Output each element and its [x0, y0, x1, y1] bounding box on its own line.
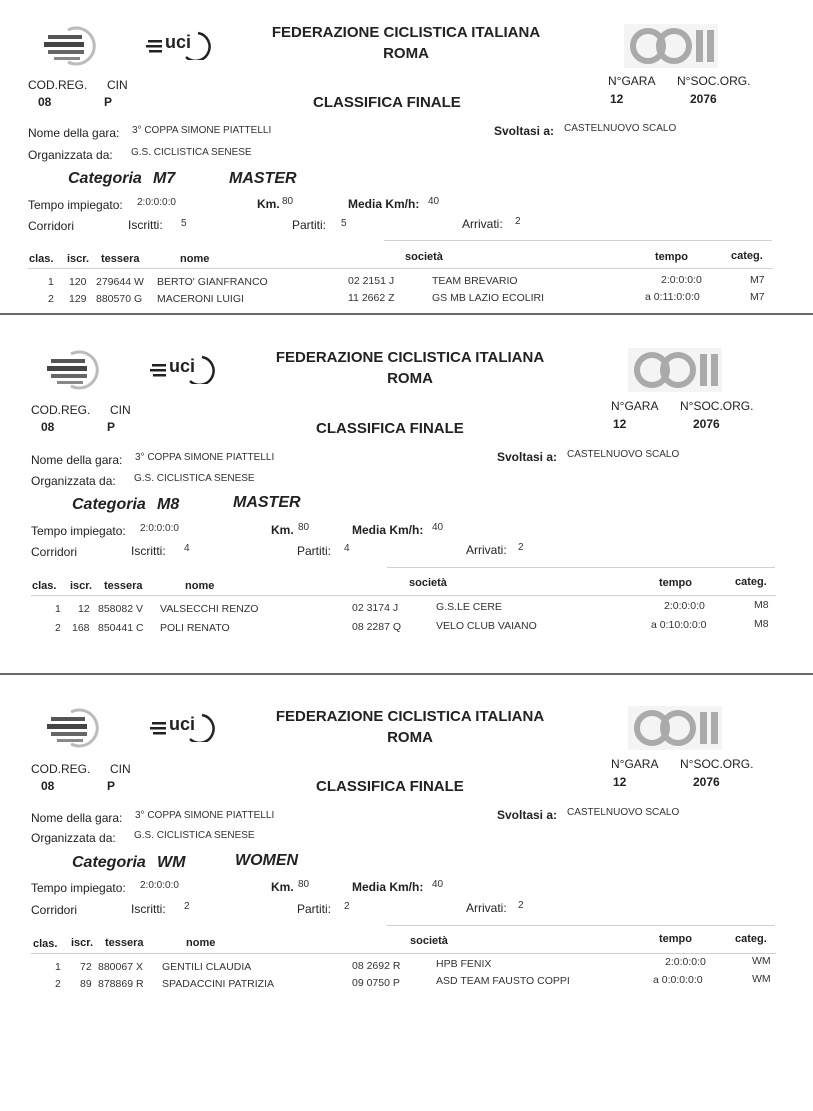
row-categ: M8	[754, 618, 769, 630]
partiti-value: 4	[344, 543, 350, 554]
fci-logo-icon	[45, 350, 105, 390]
col-categ: categ.	[735, 576, 767, 588]
uci-logo	[150, 354, 220, 389]
row-nome: POLI RENATO	[160, 622, 230, 634]
row-tessera: 850441 C	[98, 622, 144, 634]
soc-value: 2076	[693, 417, 720, 431]
cin-label: CIN	[110, 403, 131, 417]
soc-label: N°SOC.ORG.	[680, 399, 754, 413]
gara-value: 12	[613, 417, 627, 431]
col-societa: società	[410, 935, 448, 947]
categoria-code: M7	[153, 170, 176, 187]
soc-label: N°SOC.ORG.	[677, 74, 751, 88]
row-soc-code: 08 2692 R	[352, 960, 401, 972]
tempo-value: 2:0:0:0:0	[137, 197, 176, 208]
partiti-value: 5	[341, 218, 347, 229]
organizzata-label: Organizzata da:	[31, 474, 116, 488]
col-tessera: tessera	[104, 580, 143, 592]
svoltasi-label: Svoltasi a:	[497, 450, 558, 464]
result-sheet-wm	[0, 684, 813, 1014]
cin-label: CIN	[110, 762, 131, 776]
row-nome: SPADACCINI PATRIZIA	[162, 978, 275, 990]
fci-logo-icon	[45, 708, 105, 748]
media-label: Media Km/h:	[352, 880, 424, 894]
col-clas: clas.	[29, 253, 54, 265]
gara-label: N°GARA	[611, 399, 659, 413]
nome-gara-label: Nome della gara:	[31, 453, 123, 467]
fci-logo-icon	[42, 26, 102, 66]
categoria-label: Categoria	[72, 854, 146, 871]
iscritti-label: Iscritti:	[128, 218, 163, 232]
categoria-label: Categoria	[68, 170, 142, 187]
svoltasi-label: Svoltasi a:	[497, 808, 558, 822]
uci-logo	[150, 712, 220, 747]
soc-label: N°SOC.ORG.	[680, 757, 754, 771]
table-rule	[28, 268, 773, 269]
row-tempo: 2:0:0:0:0	[665, 956, 706, 968]
uci-logo-text: uci	[169, 714, 196, 734]
cod-reg-value: 08	[38, 95, 52, 109]
arrivati-label: Arrivati:	[466, 543, 507, 557]
organizzata-value: G.S. CICLISTICA SENESE	[134, 830, 255, 841]
km-value: 80	[298, 522, 310, 533]
row-societa: TEAM BREVARIO	[432, 275, 518, 287]
col-tempo: tempo	[659, 577, 692, 589]
gara-label: N°GARA	[608, 74, 656, 88]
nome-gara-value: 3° COPPA SIMONE PIATTELLI	[135, 452, 275, 463]
arrivati-label: Arrivati:	[462, 217, 503, 231]
classifica-title: CLASSIFICA FINALE	[313, 94, 461, 111]
col-iscr: iscr.	[71, 937, 94, 949]
row-tessera: 279644 W	[96, 276, 144, 288]
row-iscr: 129	[69, 293, 87, 305]
col-tempo: tempo	[655, 251, 688, 263]
col-clas: clas.	[32, 580, 57, 592]
classifica-title: CLASSIFICA FINALE	[316, 420, 464, 437]
city-title: ROMA	[387, 370, 433, 387]
row-clas: 2	[55, 978, 61, 990]
section-divider	[0, 673, 813, 675]
row-clas: 2	[48, 293, 54, 305]
organizzata-label: Organizzata da:	[31, 831, 116, 845]
row-tessera: 880067 X	[98, 961, 143, 973]
cod-reg-label: COD.REG.	[31, 762, 91, 776]
coni-logo-icon	[628, 348, 722, 392]
classifica-title: CLASSIFICA FINALE	[316, 778, 464, 795]
row-societa: HPB FENIX	[436, 958, 492, 970]
row-iscr: 168	[72, 622, 90, 634]
cin-value: P	[107, 779, 116, 793]
categoria-name: MASTER	[233, 494, 301, 511]
row-categ: M7	[750, 274, 765, 286]
row-soc-code: 02 3174 J	[352, 602, 399, 614]
city-title: ROMA	[387, 729, 433, 746]
cod-reg-label: COD.REG.	[28, 78, 88, 92]
km-label: Km.	[257, 197, 280, 211]
row-tessera: 880570 G	[96, 293, 143, 305]
km-label: Km.	[271, 523, 294, 537]
row-clas: 1	[48, 276, 54, 288]
media-value: 40	[432, 879, 444, 890]
row-tempo: a 0:10:0:0:0	[651, 619, 707, 631]
media-label: Media Km/h:	[348, 197, 420, 211]
row-societa: GS MB LAZIO ECOLIRI	[432, 292, 545, 304]
row-clas: 1	[55, 603, 61, 615]
row-soc-code: 11 2662 Z	[348, 292, 395, 304]
organizzata-value: G.S. CICLISTICA SENESE	[134, 473, 255, 484]
header-rule	[387, 925, 775, 926]
row-soc-code: 09 0750 P	[352, 977, 400, 989]
federation-title: FEDERAZIONE CICLISTICA ITALIANA	[275, 708, 545, 725]
cod-reg-value: 08	[41, 420, 55, 434]
row-tessera: 878869 R	[98, 978, 144, 990]
corridori-label: Corridori	[31, 545, 78, 559]
col-nome: nome	[186, 937, 216, 949]
result-sheet-m8	[0, 326, 813, 656]
partiti-label: Partiti:	[297, 902, 332, 916]
col-tempo: tempo	[659, 933, 692, 945]
partiti-label: Partiti:	[292, 218, 327, 232]
soc-value: 2076	[690, 92, 717, 106]
gara-value: 12	[613, 775, 627, 789]
corridori-label: Corridori	[31, 903, 78, 917]
iscritti-value: 2	[184, 901, 190, 912]
col-categ: categ.	[731, 250, 763, 262]
federation-title: FEDERAZIONE CICLISTICA ITALIANA	[271, 24, 541, 41]
col-nome: nome	[185, 580, 215, 592]
table-rule	[31, 595, 776, 596]
categoria-code: WM	[157, 854, 186, 871]
row-nome: BERTO' GIANFRANCO	[157, 276, 268, 288]
corridori-label: Corridori	[28, 219, 75, 233]
row-categ: M8	[754, 599, 769, 611]
section-divider	[0, 313, 813, 315]
partiti-label: Partiti:	[297, 544, 332, 558]
row-societa: G.S.LE CERE	[436, 601, 502, 613]
iscritti-label: Iscritti:	[131, 902, 166, 916]
header-rule	[384, 240, 772, 241]
col-categ: categ.	[735, 933, 767, 945]
partiti-value: 2	[344, 901, 350, 912]
organizzata-value: G.S. CICLISTICA SENESE	[131, 147, 252, 158]
gara-value: 12	[610, 92, 624, 106]
col-nome: nome	[180, 253, 210, 265]
row-nome: MACERONI LUIGI	[157, 293, 244, 305]
coni-logo-icon	[628, 706, 722, 750]
row-soc-code: 08 2287 Q	[352, 621, 402, 633]
row-clas: 1	[55, 961, 61, 973]
arrivati-value: 2	[518, 542, 524, 553]
km-value: 80	[298, 879, 310, 890]
row-iscr: 72	[80, 961, 92, 973]
cod-reg-label: COD.REG.	[31, 403, 91, 417]
row-tempo: 2:0:0:0:0	[661, 274, 702, 286]
row-soc-code: 02 2151 J	[348, 275, 395, 287]
svoltasi-value: CASTELNUOVO SCALO	[567, 807, 680, 818]
tempo-value: 2:0:0:0:0	[140, 880, 179, 891]
city-title: ROMA	[383, 45, 429, 62]
header-rule	[387, 567, 775, 568]
row-iscr: 12	[78, 603, 90, 615]
iscritti-label: Iscritti:	[131, 544, 166, 558]
row-tempo: 2:0:0:0:0	[664, 600, 705, 612]
km-value: 80	[282, 196, 294, 207]
tempo-label: Tempo impiegato:	[31, 881, 126, 895]
row-categ: M7	[750, 291, 765, 303]
row-nome: GENTILI CLAUDIA	[162, 961, 252, 973]
soc-value: 2076	[693, 775, 720, 789]
arrivati-label: Arrivati:	[466, 901, 507, 915]
cin-label: CIN	[107, 78, 128, 92]
nome-gara-value: 3° COPPA SIMONE PIATTELLI	[132, 125, 272, 136]
row-tempo: a 0:0:0:0:0	[653, 974, 703, 986]
federation-title: FEDERAZIONE CICLISTICA ITALIANA	[275, 349, 545, 366]
uci-logo	[146, 30, 216, 65]
cin-value: P	[107, 420, 116, 434]
uci-logo-text: uci	[165, 32, 192, 52]
tempo-label: Tempo impiegato:	[31, 524, 126, 538]
nome-gara-label: Nome della gara:	[31, 811, 123, 825]
km-label: Km.	[271, 880, 294, 894]
svoltasi-value: CASTELNUOVO SCALO	[567, 449, 680, 460]
media-value: 40	[428, 196, 440, 207]
organizzata-label: Organizzata da:	[28, 148, 113, 162]
row-societa: ASD TEAM FAUSTO COPPI	[436, 975, 570, 987]
nome-gara-label: Nome della gara:	[28, 126, 120, 140]
tempo-value: 2:0:0:0:0	[140, 523, 179, 534]
cod-reg-value: 08	[41, 779, 55, 793]
row-tessera: 858082 V	[98, 603, 143, 615]
table-rule	[31, 953, 776, 954]
cin-value: P	[104, 95, 113, 109]
col-tessera: tessera	[105, 937, 144, 949]
col-societa: società	[405, 251, 443, 263]
tempo-label: Tempo impiegato:	[28, 198, 123, 212]
categoria-label: Categoria	[72, 496, 146, 513]
col-clas: clas.	[33, 938, 58, 950]
uci-logo-text: uci	[169, 356, 196, 376]
svoltasi-value: CASTELNUOVO SCALO	[564, 123, 677, 134]
col-iscr: iscr.	[70, 580, 93, 592]
iscritti-value: 4	[184, 543, 190, 554]
coni-logo-icon	[624, 24, 718, 68]
col-societa: società	[409, 577, 447, 589]
arrivati-value: 2	[515, 216, 521, 227]
row-categ: WM	[752, 955, 771, 967]
svoltasi-label: Svoltasi a:	[494, 124, 555, 138]
categoria-code: M8	[157, 496, 180, 513]
row-nome: VALSECCHI RENZO	[160, 603, 259, 615]
row-societa: VELO CLUB VAIANO	[436, 620, 537, 632]
row-categ: WM	[752, 973, 771, 985]
row-iscr: 120	[69, 276, 87, 288]
categoria-name: MASTER	[229, 170, 297, 187]
media-value: 40	[432, 522, 444, 533]
col-iscr: iscr.	[67, 253, 90, 265]
arrivati-value: 2	[518, 900, 524, 911]
row-tempo: a 0:11:0:0:0	[645, 291, 700, 303]
row-clas: 2	[55, 622, 61, 634]
nome-gara-value: 3° COPPA SIMONE PIATTELLI	[135, 810, 275, 821]
gara-label: N°GARA	[611, 757, 659, 771]
media-label: Media Km/h:	[352, 523, 424, 537]
row-iscr: 89	[80, 978, 92, 990]
col-tessera: tessera	[101, 253, 140, 265]
result-sheet-m7	[0, 0, 813, 330]
iscritti-value: 5	[181, 218, 187, 229]
categoria-name: WOMEN	[235, 852, 299, 869]
